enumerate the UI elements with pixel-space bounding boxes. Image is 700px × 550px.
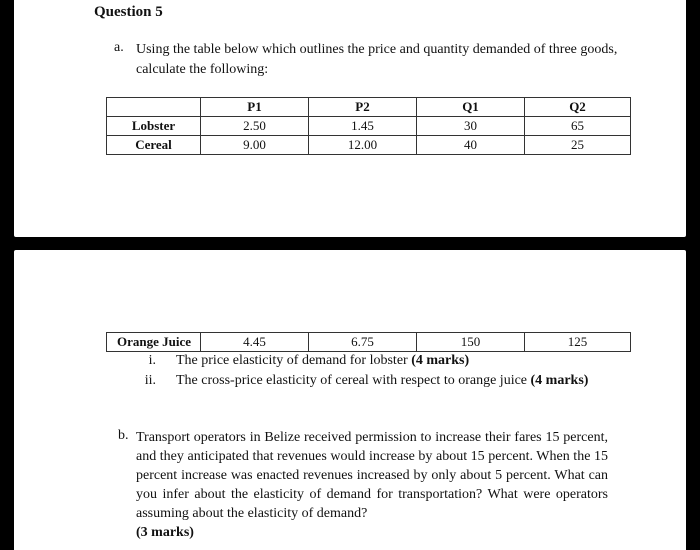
table-header-row	[107, 98, 631, 117]
table-cell: 4.45	[201, 333, 309, 352]
document-page-bottom	[14, 250, 686, 550]
table-cell: 12.00	[309, 136, 417, 155]
part-a-marker: a.	[114, 40, 124, 55]
table-cell: 9.00	[201, 136, 309, 155]
question-title: Question 5	[94, 4, 163, 20]
part-a-text: Using the table below which outlines the price and quantity demanded of three goods, calculate the following:	[136, 42, 618, 77]
marks-label: (4 marks)	[530, 373, 589, 388]
table-header-cell	[107, 98, 201, 117]
table-header-cell: Q2	[525, 98, 631, 117]
table-cell: 150	[417, 333, 525, 352]
sub-question-number: i.	[148, 353, 156, 368]
table-row-label: Cereal	[107, 136, 201, 155]
table-cell: 2.50	[201, 117, 309, 136]
table-row	[107, 136, 631, 155]
table-row-label: Orange Juice	[107, 333, 201, 352]
price-quantity-table	[106, 97, 631, 155]
table-header-cell: P2	[309, 98, 417, 117]
sub-question-text	[176, 371, 588, 390]
table-cell: 25	[525, 136, 631, 155]
sub-question-body: The price elasticity of demand for lobster	[176, 353, 412, 368]
table-cell: 40	[417, 136, 525, 155]
table-row	[107, 117, 631, 136]
sub-question-body: The cross-price elasticity of cereal with respect to orange juice	[176, 373, 531, 388]
table-cell: 125	[525, 333, 631, 352]
sub-question-number: ii.	[144, 373, 156, 388]
part-b-text	[136, 428, 608, 542]
table-row-label: Lobster	[107, 117, 201, 136]
part-b-body: Transport operators in Belize received permission to increase their fares 15 percent, and they anticipated that revenues would increase by about 15 percent. When the 15 percent increase was enacted revenues increased by only about 5 percent. What can you infer about the elasticity of demand for transportation? What were operators assuming about the elasticity of demand?	[136, 430, 608, 521]
sub-question-text	[176, 351, 469, 370]
part-b-marker: b.	[118, 428, 129, 443]
table-cell: 30	[417, 117, 525, 136]
marks-label: (4 marks)	[411, 353, 470, 368]
table-cell: 1.45	[309, 117, 417, 136]
table-row	[107, 333, 631, 352]
marks-label: (3 marks)	[136, 525, 194, 540]
table-header-cell: P1	[201, 98, 309, 117]
table-header-cell: Q1	[417, 98, 525, 117]
table-cell: 6.75	[309, 333, 417, 352]
price-quantity-table-continued	[106, 332, 631, 352]
table-cell: 65	[525, 117, 631, 136]
document-page-top	[14, 0, 686, 237]
